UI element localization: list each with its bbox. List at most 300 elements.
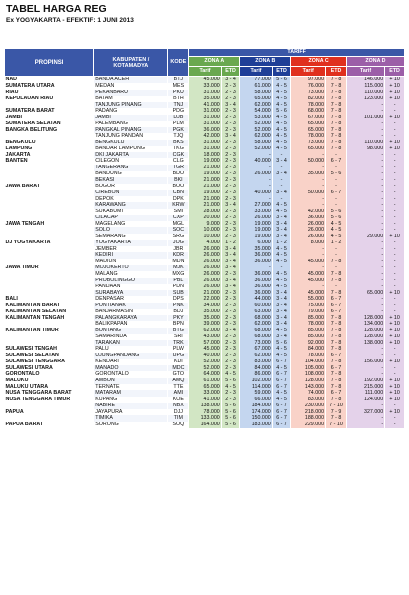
- zone-d-tarif-cell: 128.000: [346, 334, 384, 340]
- code-cell: DPS: [168, 296, 189, 302]
- zone-d-tarif-cell: -: [346, 227, 384, 233]
- zone-a-tarif-cell: 39.000: [189, 321, 221, 327]
- zone-c-etd-cell: 6 - 7: [326, 309, 347, 315]
- tariff-table: [4, 48, 405, 428]
- province-cell: KALIMANTAN BARAT: [5, 303, 94, 309]
- regency-cell: AMBON: [94, 378, 168, 384]
- zone-d-etd-cell: -: [385, 227, 405, 233]
- code-cell: CLG: [168, 158, 189, 164]
- code-cell: AMI: [168, 390, 189, 396]
- zone-b-tarif-cell: 33.000: [240, 209, 272, 215]
- code-cell: TKG: [168, 146, 189, 152]
- zone-a-etd-cell: 5 - 6: [221, 409, 240, 415]
- zone-c-tarif-cell: 65.000: [291, 127, 326, 133]
- zone-b-tarif-cell: 183.000: [240, 422, 272, 428]
- zone-c-tarif-cell: 50.000: [291, 190, 326, 196]
- zone-b-etd-cell: 5 - 6: [272, 77, 291, 84]
- zone-a-etd-cell: 2 - 3: [221, 127, 240, 133]
- zone-d-etd-cell: + 10: [385, 234, 405, 240]
- code-cell: SUB: [168, 290, 189, 296]
- zone-b-etd-cell: 3 - 4: [272, 227, 291, 233]
- zone-a-tarif-cell: 35.000: [189, 96, 221, 102]
- zone-d-etd-cell: -: [385, 102, 405, 108]
- zone-d-tarif-cell: 110.000: [346, 140, 384, 146]
- zone-d-tarif-cell: -: [346, 271, 384, 277]
- zone-c-tarif-cell: 45.000: [291, 290, 326, 296]
- zone-b-tarif-cell: 36.000: [240, 252, 272, 258]
- zone-c-etd-cell: 7 - 8: [326, 259, 347, 265]
- zone-b-tarif-cell: 68.000: [240, 334, 272, 340]
- zone-b-tarif-cell: -: [240, 184, 272, 190]
- zone-c-etd-cell: -: [326, 152, 347, 158]
- table-header: [5, 49, 405, 77]
- zone-c-tarif-cell: 26.000: [291, 234, 326, 240]
- zone-a-etd-cell: 4 - 5: [221, 371, 240, 377]
- code-cell: MJK: [168, 265, 189, 271]
- code-cell: TNJ: [168, 102, 189, 108]
- zone-a-etd-cell: 2 - 3: [221, 359, 240, 365]
- code-cell: UPG: [168, 353, 189, 359]
- zone-a-etd-cell: 2 - 3: [221, 309, 240, 315]
- code-cell: CGK: [168, 152, 189, 158]
- zone-b-tarif-cell: 44.000: [240, 296, 272, 302]
- zone-c-tarif-cell: 143.000: [291, 384, 326, 390]
- zone-a-tarif-cell: 28.000: [189, 209, 221, 215]
- regency-cell: BENGKULU: [94, 140, 168, 146]
- zone-c-etd-cell: 7 - 8: [326, 96, 347, 102]
- zone-a-tarif-cell: 45.000: [189, 346, 221, 352]
- zone-b-tarif-cell: -: [240, 152, 272, 158]
- zone-b-tarif-cell: 27.000: [240, 202, 272, 208]
- zone-d-etd-cell: -: [385, 127, 405, 133]
- zone-b-tarif-cell: -: [240, 265, 272, 271]
- code-cell: MDC: [168, 365, 189, 371]
- zone-b-etd-cell: 4 - 5: [272, 390, 291, 396]
- zone-c-tarif-cell: 218.000: [291, 409, 326, 415]
- zone-b-etd-cell: 5 - 6: [272, 340, 291, 346]
- zone-d-etd-cell: -: [385, 177, 405, 183]
- zone-d-tarif-cell: -: [346, 415, 384, 421]
- zone-c-etd-cell: 5 - 6: [326, 209, 347, 215]
- province-cell: MALUKU UTARA: [5, 384, 94, 390]
- zone-a-etd-cell: 2 - 3: [221, 115, 240, 121]
- zone-d-tarif-cell: 128.000: [346, 315, 384, 321]
- zone-b-etd-cell: 6 - 7: [272, 371, 291, 377]
- regency-cell: PALU: [94, 346, 168, 352]
- code-cell: MES: [168, 83, 189, 89]
- zone-b-etd-cell: 3 - 4: [272, 158, 291, 164]
- zone-a-tarif-cell: 10.000: [189, 227, 221, 233]
- zone-a-tarif-cell: 52.000: [189, 359, 221, 365]
- regency-cell: MADIUN: [94, 259, 168, 265]
- zone-c-etd-cell: 4 - 5: [326, 221, 347, 227]
- zone-b-etd-cell: 3 - 4: [272, 315, 291, 321]
- zone-a-etd-cell: 2 - 3: [221, 108, 240, 114]
- zone-b-etd-cell: 3 - 4: [272, 296, 291, 302]
- province-cell: KALIMANTAN TIMUR: [5, 328, 94, 334]
- province-cell: RIAU: [5, 90, 94, 96]
- zone-a-etd-cell: 2 - 3: [221, 365, 240, 371]
- zone-b-tarif-cell: 77.000: [240, 77, 272, 84]
- regency-cell: BANDAR LAMPUNG: [94, 146, 168, 152]
- zone-a-tarif-cell: 138.000: [189, 403, 221, 409]
- province-cell: DJ YOGYAKARTA: [5, 240, 94, 246]
- zone-a-etd-cell: 2 - 3: [221, 177, 240, 183]
- regency-cell: PEKANBARU: [94, 90, 168, 96]
- zone-d-tarif-cell: -: [346, 133, 384, 139]
- zone-d-etd-cell: -: [385, 284, 405, 290]
- zone-c-tarif-cell: 97.000: [291, 77, 326, 84]
- regency-cell: SOLO: [94, 227, 168, 233]
- zone-a-etd-cell: 3 - 4: [221, 259, 240, 265]
- zone-c-etd-cell: 7 - 8: [326, 108, 347, 114]
- zone-c-etd-cell: 6 - 7: [326, 353, 347, 359]
- zone-b-tarif-cell: 35.000: [240, 246, 272, 252]
- zone-b-tarif-cell: 63.000: [240, 309, 272, 315]
- zone-b-tarif-cell: 84.000: [240, 365, 272, 371]
- zone-a-etd-cell: 2 - 3: [221, 121, 240, 127]
- zone-b-etd-cell: 4 - 5: [272, 90, 291, 96]
- zone-d-tarif-cell: -: [346, 403, 384, 409]
- zone-b-etd-cell: 4 - 5: [272, 346, 291, 352]
- province-cell: BANTEN: [5, 158, 94, 164]
- zone-b-tarif-cell: 36.000: [240, 284, 272, 290]
- zone-c-tarif-cell: 42.000: [291, 209, 326, 215]
- zone-d-tarif-cell: 156.000: [346, 359, 384, 365]
- zone-c-tarif-cell: 104.000: [291, 359, 326, 365]
- zone-a-tarif-cell: 22.000: [189, 296, 221, 302]
- zone-a-etd-cell: 1 - 2: [221, 240, 240, 246]
- province-cell: KALIMANTAN TENGAH: [5, 315, 94, 321]
- zone-c-etd-cell: -: [326, 284, 347, 290]
- zone-d-etd-cell: -: [385, 353, 405, 359]
- regency-cell: JEMBER: [94, 246, 168, 252]
- province-cell: GORONTALO: [5, 371, 94, 377]
- col-regency-header: KABUPATEN / KOTAMADYA: [94, 49, 168, 77]
- zone-c-tarif-cell: -: [291, 184, 326, 190]
- zone-c-etd-cell: -: [326, 184, 347, 190]
- zone-a-etd-cell: 2 - 3: [221, 271, 240, 277]
- zone-c-etd-cell: 1 - 2: [326, 240, 347, 246]
- zone-b-etd-cell: 3 - 4: [272, 303, 291, 309]
- zone-d-tarif-cell: 128.000: [346, 328, 384, 334]
- zone-c-tarif-cell: 68.000: [291, 108, 326, 114]
- zone-b-header: ZONA B: [240, 57, 291, 67]
- zone-d-tarif-cell: -: [346, 215, 384, 221]
- code-cell: SRI: [168, 334, 189, 340]
- code-cell: DJB: [168, 115, 189, 121]
- zone-c-tarif-cell: 55.000: [291, 296, 326, 302]
- zone-a-etd-cell: 4 - 5: [221, 384, 240, 390]
- zone-c-etd-cell: 7 - 8: [326, 415, 347, 421]
- zone-b-etd-cell: 3 - 4: [272, 334, 291, 340]
- zone-a-tarif-cell: 57.000: [189, 340, 221, 346]
- province-cell: SULAWESI UTARA: [5, 365, 94, 371]
- zone-a-etd-cell: 2 - 3: [221, 390, 240, 396]
- zone-b-etd-cell: 3 - 4: [272, 171, 291, 177]
- zone-a-etd-cell: 2 - 3: [221, 227, 240, 233]
- code-cell: GTO: [168, 371, 189, 377]
- code-cell: DPK: [168, 196, 189, 202]
- zone-a-tarif-cell: 26.000: [189, 278, 221, 284]
- zone-a-etd-cell: 3 - 4: [221, 284, 240, 290]
- zone-b-tarif-cell: 184.000: [240, 403, 272, 409]
- zone-c-tarif-cell: 83.000: [291, 397, 326, 403]
- zone-c-etd-cell: 7 - 8: [326, 133, 347, 139]
- zone-b-tarif-cell: 19.000: [240, 227, 272, 233]
- zone-a-tarif-cell: 52.000: [189, 365, 221, 371]
- province-cell: BALI: [5, 296, 94, 302]
- zone-a-tarif-cell: 4.000: [189, 240, 221, 246]
- zone-a-etd-cell: 2 - 3: [221, 215, 240, 221]
- zone-a-tarif-cell: 45.000: [189, 77, 221, 84]
- code-cell: JBR: [168, 246, 189, 252]
- code-cell: NBX: [168, 403, 189, 409]
- zone-b-etd-cell: 6 - 7: [272, 378, 291, 384]
- zone-d-tarif-cell: -: [346, 252, 384, 258]
- zone-a-etd-cell: 2 - 3: [221, 346, 240, 352]
- zone-b-etd-cell: 4 - 5: [272, 140, 291, 146]
- zone-d-tarif-cell: -: [346, 259, 384, 265]
- regency-cell: SEMARANG: [94, 234, 168, 240]
- zone-d-tarif-cell: 124.000: [346, 397, 384, 403]
- code-cell: PGK: [168, 127, 189, 133]
- zone-b-etd-cell: 3 - 4: [272, 221, 291, 227]
- zone-c-etd-cell: -: [326, 265, 347, 271]
- zone-d-tarif-cell: -: [346, 202, 384, 208]
- zone-d-tarif-cell: -: [346, 108, 384, 114]
- zone-b-etd-cell: 4 - 5: [272, 259, 291, 265]
- zone-c-etd-cell: 7 - 8: [326, 90, 347, 96]
- zone-c-tarif-cell: 92.000: [291, 340, 326, 346]
- zone-c-etd-cell: 4 - 5: [326, 234, 347, 240]
- zone-c-etd-header: ETD: [326, 67, 347, 77]
- code-cell: BPN: [168, 321, 189, 327]
- zone-d-etd-cell: -: [385, 121, 405, 127]
- zone-b-etd-cell: 3 - 4: [272, 215, 291, 221]
- zone-b-tarif-cell: 67.000: [240, 346, 272, 352]
- zone-b-etd-header: ETD: [272, 67, 291, 77]
- zone-d-tarif-cell: -: [346, 371, 384, 377]
- zone-b-tarif-cell: 62.000: [240, 321, 272, 327]
- zone-a-tarif-cell: 35.000: [189, 309, 221, 315]
- zone-d-etd-cell: -: [385, 415, 405, 421]
- table-row: [5, 422, 405, 428]
- zone-d-tarif-cell: -: [346, 165, 384, 171]
- zone-a-tarif-cell: 10.000: [189, 234, 221, 240]
- zone-c-tarif-cell: 26.000: [291, 227, 326, 233]
- zone-d-etd-cell: + 10: [385, 397, 405, 403]
- zone-c-etd-cell: 7 - 8: [326, 378, 347, 384]
- zone-a-etd-cell: 2 - 3: [221, 296, 240, 302]
- regency-cell: UJUNGPANDANG: [94, 353, 168, 359]
- code-cell: MDN: [168, 259, 189, 265]
- regency-cell: GORONTALO: [94, 371, 168, 377]
- zone-a-tarif-cell: 36.000: [189, 127, 221, 133]
- zone-a-tarif-cell: 31.000: [189, 146, 221, 152]
- zone-c-etd-cell: 7 - 8: [326, 359, 347, 365]
- zone-c-etd-cell: 5 - 6: [326, 171, 347, 177]
- zone-a-etd-cell: 2 - 3: [221, 209, 240, 215]
- zone-c-tarif-cell: 229.000: [291, 422, 326, 428]
- zone-c-tarif-cell: 78.000: [291, 133, 326, 139]
- regency-cell: MEDAN: [94, 83, 168, 89]
- zone-a-etd-cell: 3 - 4: [221, 246, 240, 252]
- zone-d-etd-header: ETD: [385, 67, 405, 77]
- zone-d-tarif-cell: -: [346, 221, 384, 227]
- zone-d-etd-cell: -: [385, 346, 405, 352]
- province-cell: KEPULAUAN RIAU: [5, 96, 94, 102]
- zone-c-etd-cell: 7 - 8: [326, 397, 347, 403]
- zone-a-tarif-cell: 31.000: [189, 140, 221, 146]
- zone-c-etd-cell: 7 - 8: [326, 328, 347, 334]
- zone-b-etd-cell: -: [272, 177, 291, 183]
- zone-c-tarif-cell: 45.000: [291, 259, 326, 265]
- regency-cell: TANGERANG: [94, 165, 168, 171]
- zone-b-etd-cell: 4 - 5: [272, 115, 291, 121]
- zone-d-etd-cell: -: [385, 259, 405, 265]
- col-tariff-header: TARIFF: [189, 49, 405, 57]
- code-cell: CBN: [168, 190, 189, 196]
- zone-d-tarif-header: Tarif: [346, 67, 384, 77]
- province-cell: SUMATERA SELATAN: [5, 121, 94, 127]
- zone-c-etd-cell: 7 - 8: [326, 315, 347, 321]
- zone-a-header: ZONA A: [189, 57, 240, 67]
- province-cell: JAWA BARAT: [5, 184, 94, 190]
- regency-cell: CILEGON: [94, 158, 168, 164]
- zone-a-etd-cell: 2 - 3: [221, 146, 240, 152]
- regency-cell: TIMIKA: [94, 415, 168, 421]
- zone-c-tarif-cell: -: [291, 165, 326, 171]
- zone-a-tarif-cell: 26.000: [189, 252, 221, 258]
- zone-b-tarif-cell: 58.000: [240, 90, 272, 96]
- code-cell: AMQ: [168, 378, 189, 384]
- zone-d-tarif-cell: 327.000: [346, 409, 384, 415]
- zone-c-tarif-cell: 230.000: [291, 403, 326, 409]
- regency-cell: KUPANG: [94, 397, 168, 403]
- zone-c-etd-cell: 7 - 8: [326, 140, 347, 146]
- code-cell: PDN: [168, 284, 189, 290]
- zone-a-tarif-cell: 26.000: [189, 271, 221, 277]
- zone-a-tarif-cell: 21.000: [189, 177, 221, 183]
- code-cell: DJJ: [168, 409, 189, 415]
- zone-a-etd-cell: 2 - 3: [221, 184, 240, 190]
- zone-a-etd-cell: 3 - 4: [221, 278, 240, 284]
- regency-cell: KEDIRI: [94, 252, 168, 258]
- zone-a-etd-cell: 2 - 3: [221, 158, 240, 164]
- zone-d-etd-cell: + 10: [385, 328, 405, 334]
- zone-b-etd-cell: 6 - 7: [272, 403, 291, 409]
- zone-a-tarif-cell: 40.000: [189, 353, 221, 359]
- zone-b-tarif-cell: 36.000: [240, 259, 272, 265]
- code-cell: TJQ: [168, 133, 189, 139]
- zone-c-tarif-cell: 78.000: [291, 353, 326, 359]
- zone-b-tarif-cell: 61.000: [240, 83, 272, 89]
- zone-b-etd-cell: 4 - 5: [272, 202, 291, 208]
- zone-b-tarif-cell: 68.000: [240, 328, 272, 334]
- zone-c-tarif-header: Tarif: [291, 67, 326, 77]
- province-cell: JAKARTA: [5, 152, 94, 158]
- zone-b-tarif-cell: 150.000: [240, 415, 272, 421]
- zone-a-tarif-cell: 31.000: [189, 108, 221, 114]
- zone-a-tarif-cell: 19.000: [189, 158, 221, 164]
- zone-b-etd-cell: -: [272, 165, 291, 171]
- zone-a-etd-cell: 2 - 3: [221, 83, 240, 89]
- zone-a-etd-cell: 2 - 3: [221, 397, 240, 403]
- zone-b-tarif-cell: 58.000: [240, 140, 272, 146]
- code-cell: TTE: [168, 384, 189, 390]
- zone-a-etd-cell: 2 - 3: [221, 190, 240, 196]
- province-cell: SULAWESI TENGGARA: [5, 359, 94, 365]
- zone-a-etd-cell: 3 - 4: [221, 102, 240, 108]
- zone-b-tarif-cell: 36.000: [240, 271, 272, 277]
- code-cell: PDG: [168, 108, 189, 114]
- province-cell: PAPUA BARAT: [5, 422, 94, 428]
- regency-cell: BANJARMASIN: [94, 309, 168, 315]
- code-cell: KOE: [168, 397, 189, 403]
- zone-b-tarif-cell: 6.000: [240, 240, 272, 246]
- zone-c-etd-cell: -: [326, 246, 347, 252]
- regency-cell: JAMBI: [94, 115, 168, 121]
- zone-c-tarif-cell: 73.000: [291, 140, 326, 146]
- zone-d-tarif-cell: -: [346, 365, 384, 371]
- code-cell: TRK: [168, 340, 189, 346]
- code-cell: KDI: [168, 359, 189, 365]
- zone-c-tarif-cell: -: [291, 196, 326, 202]
- zone-b-tarif-cell: 174.000: [240, 409, 272, 415]
- zone-a-etd-cell: 2 - 3: [221, 221, 240, 227]
- zone-c-tarif-cell: -: [291, 177, 326, 183]
- zone-b-etd-cell: 6 - 7: [272, 415, 291, 421]
- zone-b-etd-cell: -: [272, 265, 291, 271]
- zone-c-etd-cell: 7 - 8: [326, 340, 347, 346]
- zone-b-tarif-cell: 36.000: [240, 278, 272, 284]
- zone-d-tarif-cell: -: [346, 196, 384, 202]
- province-cell: NUSA TENGGARA BARAT: [5, 390, 94, 396]
- zone-a-etd-cell: 2 - 3: [221, 321, 240, 327]
- zone-b-tarif-cell: 26.000: [240, 171, 272, 177]
- zone-b-tarif-cell: 83.000: [240, 359, 272, 365]
- province-cell: BENGKULU: [5, 140, 94, 146]
- zone-a-etd-cell: 2 - 3: [221, 165, 240, 171]
- zone-b-tarif-cell: 52.000: [240, 121, 272, 127]
- zone-c-etd-cell: 6 - 7: [326, 158, 347, 164]
- province-cell: JAMBI: [5, 115, 94, 121]
- province-cell: NUSA TENGGARA TIMUR: [5, 397, 94, 403]
- zone-b-etd-cell: -: [272, 184, 291, 190]
- zone-d-tarif-cell: -: [346, 278, 384, 284]
- zone-a-etd-header: ETD: [221, 67, 240, 77]
- zone-d-etd-cell: -: [385, 271, 405, 277]
- zone-d-etd-cell: + 10: [385, 340, 405, 346]
- zone-b-etd-cell: 3 - 4: [272, 309, 291, 315]
- zone-b-tarif-cell: 59.000: [240, 390, 272, 396]
- zone-b-tarif-cell: 62.000: [240, 102, 272, 108]
- zone-b-etd-cell: 4 - 5: [272, 127, 291, 133]
- zone-b-tarif-cell: 52.000: [240, 127, 272, 133]
- zone-c-etd-cell: 7 - 8: [326, 346, 347, 352]
- zone-a-tarif-cell: 21.000: [189, 202, 221, 208]
- zone-d-etd-cell: + 10: [385, 115, 405, 121]
- zone-a-tarif-cell: 34.000: [189, 303, 221, 309]
- zone-d-tarif-cell: -: [346, 309, 384, 315]
- code-cell: SOQ: [168, 422, 189, 428]
- zone-a-etd-cell: 5 - 6: [221, 378, 240, 384]
- zone-d-tarif-cell: -: [346, 209, 384, 215]
- zone-d-etd-cell: -: [385, 209, 405, 215]
- zone-d-tarif-cell: -: [346, 127, 384, 133]
- zone-c-tarif-cell: 35.000: [291, 171, 326, 177]
